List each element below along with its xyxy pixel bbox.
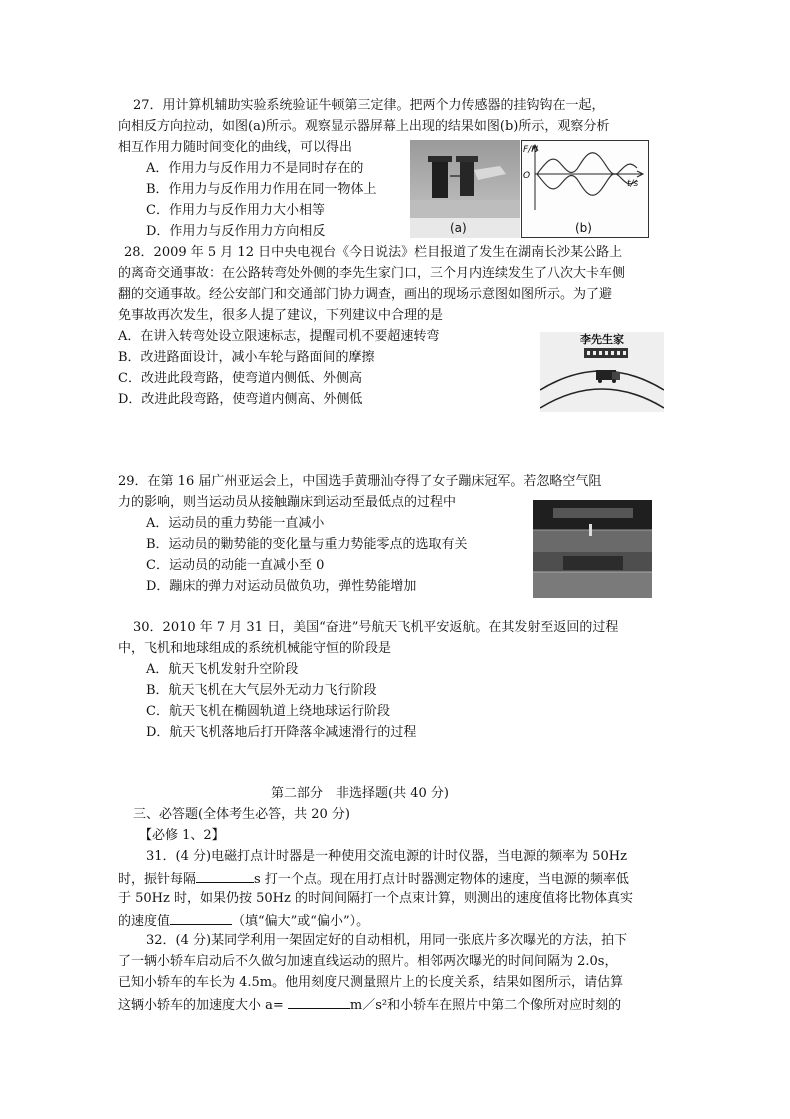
q31-blank-bias[interactable] <box>170 912 232 925</box>
q27-option-a: A．作用力与反作用力不是同时存在的 <box>146 161 364 176</box>
section-required-heading: 三、必答题(全体考生必答，共 20 分) <box>133 807 350 822</box>
q32-stem-line3: 已知小轿车的车长为 4.5m。他用刻度尺测量照片上的长度关系，结果如图所示，请估算 <box>118 975 624 990</box>
q27-figure-b-xaxis: t/s <box>627 179 639 189</box>
q27-figure-b <box>521 140 649 238</box>
q27-figure-b-origin: O <box>523 171 531 181</box>
q32-stem-line1: 32．(4 分)某同学利用一架固定好的自动相机，用同一张底片多次曝光的方法，拍下 <box>146 933 628 948</box>
q27-option-d: D．作用力与反作用力方向相反 <box>146 224 326 239</box>
q28-option-c: C．改进此段弯路，使弯道内侧低、外侧高 <box>118 371 362 386</box>
q32-stem-line2: 了一辆小轿车启动后不久做匀加速直线运动的照片。相邻两次曝光的时间间隔为 2.0s， <box>118 954 618 969</box>
q28-stem-line1: 28．2009 年 5 月 12 日中央电视台《今日说法》栏目报道了发生在湖南长沙某公路上 <box>124 245 623 260</box>
q27-stem-line1: 27．用计算机辅助实验系统验证牛顿第三定律。把两个力传感器的挂钩钩在一起， <box>133 98 605 113</box>
q28-stem-line3: 翻的交通事故。经公安部门和交通部门协力调查，画出的现场示意图如图所示。为了避 <box>118 287 613 302</box>
part2-title: 第二部分 非选择题(共 40 分) <box>271 786 449 801</box>
module-heading: 【必修 1、2】 <box>139 828 225 843</box>
q27-figure-b-yaxis: F/N <box>523 145 538 155</box>
q31-stem-line3: 于 50Hz 时，如果仍按 50Hz 的时间间隔打一个点束计算，则测出的速度值将比物体真实 <box>118 891 633 906</box>
q31-stem-line2: 时，振针每隔 s 打一个点。现在用打点计时器测定物体的速度，当电源的频率低 <box>118 872 629 887</box>
q29-trampoline-photo <box>533 500 652 598</box>
q28-option-b: B．改进路面设计，减小车轮与路面间的摩擦 <box>118 350 375 365</box>
q31-stem-line1: 31．(4 分)电磁打点计时器是一种使用交流电源的计时仪器，当电源的频率为 50Hz <box>146 849 627 864</box>
q27-option-c: C．作用力与反作用力大小相等 <box>146 203 325 218</box>
q28-house-label: 李先生家 <box>580 333 624 346</box>
q27-figure-a-label: (a) <box>450 221 467 235</box>
q27-figure-a <box>410 140 520 238</box>
q27-option-b: B．作用力与反作用力作用在同一物体上 <box>146 182 377 197</box>
q28-option-a: A．在讲入转弯处设立限速标志，提醒司机不要超速转弯 <box>118 329 440 344</box>
q30-stem-line1: 30．2010 年 7 月 31 日，美国“奋进”号航天飞机平安返航。在其发射至返回的过程 <box>133 620 619 635</box>
q29-option-b: B．运动员的勦势能的变化量与重力势能零点的选取有关 <box>146 537 468 552</box>
q32-blank-acceleration[interactable] <box>288 996 350 1009</box>
q30-stem-line2: 中，飞机和地球组成的系统机械能守恒的阶段是 <box>118 641 392 656</box>
q28-stem-line4: 免事故再次发生，很多人提了建议，下列建议中合理的是 <box>118 308 444 323</box>
q29-stem-line2: 力的影响，则当运动员从接触蹦床到运动至最低点的过程中 <box>118 495 457 510</box>
q31-blank-interval[interactable] <box>196 870 254 883</box>
q29-option-d: D．蹦床的弹力对运动员做负功，弹性势能增加 <box>146 579 417 594</box>
q28-option-d: D．改进此段弯路，使弯道内侧高、外侧低 <box>118 392 363 407</box>
q32-stem-line4: 这辆小轿车的加速度大小 a= m／s²和小轿车在照片中第二个像所对应时刻的 <box>118 998 622 1013</box>
q29-stem-line1: 29．在第 16 届广州亚运会上，中国选手黄珊汕夺得了女子蹦床冠军。若忽略空气阻 <box>118 474 602 489</box>
q27-stem-line3: 相互作用力随时间变化的曲线，可以得出 <box>118 140 353 155</box>
q30-option-c: C．航天飞机在椭圆轨道上绕地球运行阶段 <box>146 704 390 719</box>
q30-option-a: A．航天飞机发射升空阶段 <box>146 662 299 677</box>
q30-option-b: B．航天飞机在大气层外无动力飞行阶段 <box>146 683 377 698</box>
q27-figure-b-label: (b) <box>575 221 592 235</box>
q27-stem-line2: 向相反方向拉动，如图(a)所示。观察显示器屏幕上出现的结果如图(b)所示，观察分析 <box>118 119 610 134</box>
q28-stem-line2: 的离奇交通事故：在公路转弯处外侧的李先生家门口，三个月内连续发生了八次大卡车侧 <box>118 266 626 281</box>
q31-stem-line4: 的速度值 （填“偏大”或“偏小”）。 <box>118 914 370 929</box>
q28-road-figure <box>540 332 664 412</box>
q29-option-a: A．运动员的重力势能一直减小 <box>146 516 325 531</box>
q29-option-c: C．运动员的动能一直减小至 0 <box>146 558 325 573</box>
q30-option-d: D．航天飞机落地后打开降落伞减速滑行的过程 <box>146 725 417 740</box>
